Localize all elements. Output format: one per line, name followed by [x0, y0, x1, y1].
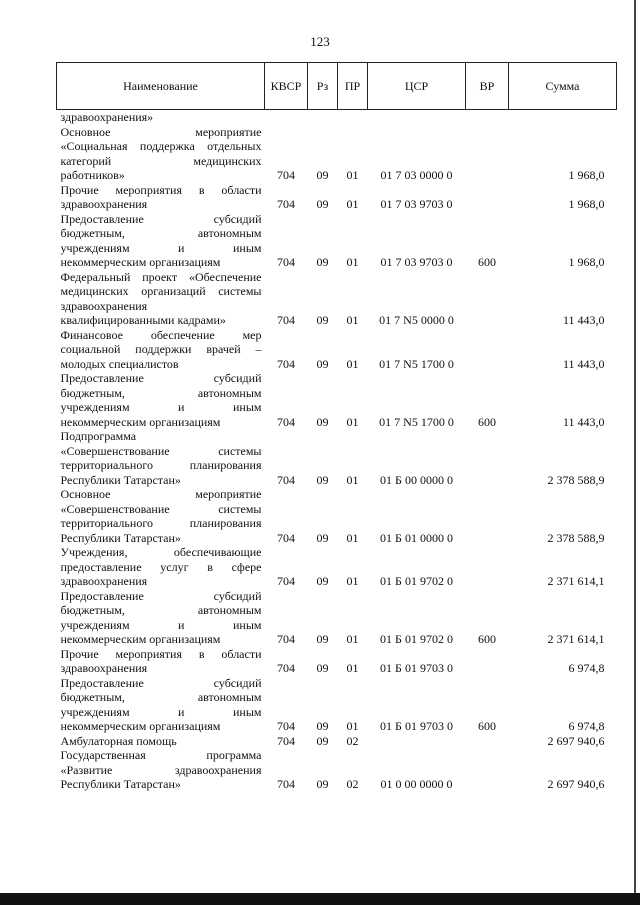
table-row: [57, 270, 617, 328]
row-name-line: некоммерческим организациям: [60, 632, 221, 646]
row-name-line: территориального планирования: [60, 458, 262, 472]
row-rz: 09: [316, 777, 329, 791]
row-vr: [466, 748, 509, 792]
row-name-line: предоставление услуг в сфере: [60, 559, 262, 574]
table-row: [57, 647, 617, 676]
row-name-line: Прочие мероприятия в области: [60, 182, 262, 197]
row-rz: 09: [316, 472, 329, 487]
row-name: [57, 676, 265, 734]
row-sum: 11 443,0: [562, 313, 605, 327]
table-body: [57, 110, 617, 792]
row-csr: 01 Б 00 0000 0: [380, 472, 453, 487]
row-csr: 01 Б 01 9703 0: [380, 661, 453, 675]
row-rz: 09: [316, 574, 329, 588]
row-vr: 600: [478, 719, 496, 733]
row-pr: [338, 110, 368, 125]
row-name-line: Учреждения, обеспечивающие: [60, 545, 262, 559]
row-kvsr: [265, 110, 308, 125]
row-name-line: категорий медицинских: [60, 153, 262, 168]
row-csr: 01 7 N5 1700 0: [379, 414, 454, 429]
row-pr: 01: [346, 255, 359, 269]
row-name-line: Финансовое обеспечение мер: [60, 327, 262, 342]
row-csr: [368, 110, 466, 125]
row-rz: 09: [316, 255, 329, 269]
row-csr: 01 7 N5 0000 0: [379, 313, 454, 327]
row-kvsr: 704: [277, 313, 295, 327]
row-kvsr: 704: [277, 574, 295, 588]
row-kvsr: 704: [277, 168, 295, 182]
row-rz: 09: [316, 414, 329, 429]
row-name-line: медицинских организаций системы: [60, 284, 262, 298]
row-name-line: Предоставление субсидий: [60, 211, 262, 226]
row-name: [57, 429, 265, 487]
header-vr: ВР: [466, 63, 509, 110]
row-name-line: Предоставление субсидий: [60, 371, 262, 385]
row-rz: [308, 110, 338, 125]
row-name-line: Республики Татарстан»: [60, 777, 181, 791]
row-rz: 09: [316, 719, 329, 733]
row-name-line: «Социальная поддержка отдельных: [60, 139, 262, 153]
header-pr: ПР: [338, 63, 368, 110]
row-name-line: Предоставление субсидий: [60, 588, 262, 603]
row-vr: [466, 734, 509, 749]
scan-edge-bottom: [0, 893, 640, 905]
row-name-line: Основное мероприятие: [60, 487, 262, 501]
row-kvsr: 704: [277, 255, 295, 269]
table-header-row: [57, 63, 617, 110]
table-row: [57, 125, 617, 183]
row-sum: 2 378 588,9: [547, 530, 605, 545]
row-vr: [466, 125, 509, 183]
row-rz: 09: [316, 632, 329, 646]
row-pr: 01: [346, 356, 359, 371]
row-sum: 11 443,0: [562, 414, 605, 429]
row-name-line: здравоохранения: [60, 197, 148, 211]
page-number: 123: [310, 34, 330, 49]
row-pr: 02: [346, 777, 359, 791]
row-name-line: «Совершенствование системы: [60, 501, 262, 516]
row-sum: 6 974,8: [568, 719, 605, 733]
row-name-line: здравоохранения: [60, 298, 148, 313]
row-vr: [466, 487, 509, 545]
row-sum: 2 371 614,1: [547, 632, 605, 646]
row-name-line: бюджетным, автономным: [60, 603, 262, 617]
row-csr: 01 Б 01 9702 0: [380, 632, 453, 646]
row-name: [57, 270, 265, 328]
row-pr: 01: [346, 313, 359, 327]
row-name-line: работников»: [60, 168, 125, 182]
header-kvsr: КВСР: [265, 63, 308, 110]
header-csr: ЦСР: [368, 63, 466, 110]
header-rz: Рз: [308, 63, 338, 110]
row-pr: 01: [346, 632, 359, 646]
row-pr: 02: [346, 733, 359, 748]
row-name-line: бюджетным, автономным: [60, 226, 262, 240]
row-name-line: учреждениям и иным: [60, 240, 262, 255]
row-csr: 01 0 00 0000 0: [380, 777, 453, 791]
row-kvsr: 704: [277, 530, 295, 545]
table-row: [57, 110, 617, 125]
scan-edge-right: [634, 0, 636, 905]
row-sum: [509, 110, 617, 125]
table-row: [57, 748, 617, 792]
row-name: [57, 487, 265, 545]
row-name-line: квалифицированными кадрами»: [60, 313, 226, 327]
row-rz: 09: [316, 530, 329, 545]
row-name-line: некоммерческим организациям: [60, 719, 221, 733]
row-kvsr: 704: [277, 472, 295, 487]
row-csr: 01 7 N5 1700 0: [379, 356, 454, 371]
row-name: [57, 125, 265, 183]
row-kvsr: 704: [277, 197, 295, 211]
row-rz: 09: [316, 197, 329, 211]
table-row: [57, 212, 617, 270]
row-rz: 09: [316, 356, 329, 371]
table-row: [57, 183, 617, 212]
row-name-line: бюджетным, автономным: [60, 385, 262, 400]
row-sum: 1 968,0: [568, 255, 605, 269]
row-rz: 09: [316, 733, 329, 748]
row-csr: 01 Б 01 9703 0: [380, 719, 453, 733]
row-name-line: Республики Татарстан»: [60, 472, 181, 487]
header-sum: Сумма: [509, 63, 617, 110]
table-row: [57, 487, 617, 545]
row-kvsr: 704: [277, 661, 295, 675]
row-name-line: бюджетным, автономным: [60, 690, 262, 704]
row-vr: 600: [478, 632, 496, 646]
table-row: [57, 734, 617, 749]
row-csr: 01 7 03 0000 0: [380, 168, 453, 182]
row-name-line: учреждениям и иным: [60, 704, 262, 719]
row-name: [57, 734, 265, 749]
row-name-line: «Развитие здравоохранения: [60, 762, 262, 777]
row-kvsr: 704: [277, 356, 295, 371]
row-name: [57, 110, 265, 125]
row-name-line: учреждениям и иным: [60, 617, 262, 632]
row-sum: 1 968,0: [568, 168, 605, 182]
row-pr: 01: [346, 472, 359, 487]
row-kvsr: 704: [277, 719, 295, 733]
row-rz: 09: [316, 168, 329, 182]
row-name: [57, 647, 265, 676]
header-name: Наименование: [57, 63, 265, 110]
table-row: [57, 589, 617, 647]
row-vr: [466, 429, 509, 487]
row-sum: 2 378 588,9: [547, 472, 605, 487]
row-vr: [466, 328, 509, 372]
row-sum: 2 371 614,1: [547, 574, 605, 588]
table-row: [57, 545, 617, 589]
row-sum: 2 697 940,6: [547, 733, 605, 748]
row-pr: 01: [346, 719, 359, 733]
row-csr: 01 7 03 9703 0: [380, 197, 453, 211]
row-pr: 01: [346, 661, 359, 675]
table-row: [57, 676, 617, 734]
row-kvsr: 704: [277, 733, 295, 748]
row-csr: 01 Б 01 9702 0: [380, 574, 453, 588]
row-sum: 2 697 940,6: [547, 777, 605, 791]
row-name: [57, 748, 265, 792]
row-name-line: социальной поддержки врачей –: [60, 342, 262, 356]
row-name-line: Прочие мероприятия в области: [60, 646, 262, 661]
row-name: [57, 371, 265, 429]
row-name-line: Основное мероприятие: [60, 124, 262, 139]
row-name-line: Государственная программа: [60, 748, 262, 762]
table-row: [57, 328, 617, 372]
row-vr: 600: [478, 255, 496, 269]
row-sum: 6 974,8: [568, 661, 605, 675]
row-csr: [368, 734, 466, 749]
row-name-line: некоммерческим организациям: [60, 255, 221, 269]
row-name: [57, 212, 265, 270]
row-name-line: Амбулаторная помощь: [60, 733, 177, 748]
row-name: [57, 328, 265, 372]
row-rz: 09: [316, 313, 329, 327]
row-name: [57, 183, 265, 212]
row-name: [57, 545, 265, 589]
row-name-line: «Совершенствование системы: [60, 443, 262, 458]
row-name-line: территориального планирования: [60, 516, 262, 530]
row-vr: [466, 647, 509, 676]
row-sum: 11 443,0: [562, 356, 605, 371]
table-row: [57, 371, 617, 429]
row-rz: 09: [316, 661, 329, 675]
row-name-line: здравоохранения»: [60, 110, 154, 124]
row-name: [57, 589, 265, 647]
row-name-line: некоммерческим организациям: [60, 414, 221, 429]
row-name-line: здравоохранения: [60, 661, 148, 675]
budget-table: [56, 62, 617, 792]
row-vr: 600: [478, 414, 496, 429]
row-kvsr: 704: [277, 777, 295, 791]
row-csr: 01 7 03 9703 0: [380, 255, 453, 269]
row-vr: [466, 545, 509, 589]
row-sum: 1 968,0: [568, 197, 605, 211]
row-pr: 01: [346, 168, 359, 182]
row-name-line: молодых специалистов: [60, 356, 179, 371]
row-kvsr: 704: [277, 414, 295, 429]
row-name-line: здравоохранения: [60, 574, 148, 588]
row-csr: 01 Б 01 0000 0: [380, 530, 453, 545]
row-name-line: Федеральный проект «Обеспечение: [60, 269, 262, 284]
row-name-line: Подпрограмма: [60, 429, 137, 443]
row-name-line: учреждениям и иным: [60, 400, 262, 414]
row-pr: 01: [346, 530, 359, 545]
row-pr: 01: [346, 414, 359, 429]
row-name-line: Предоставление субсидий: [60, 675, 262, 690]
row-pr: 01: [346, 574, 359, 588]
table-row: [57, 429, 617, 487]
row-pr: 01: [346, 197, 359, 211]
row-vr: [466, 270, 509, 328]
row-name-line: Республики Татарстан»: [60, 530, 181, 545]
row-vr: [466, 183, 509, 212]
row-vr: [466, 110, 509, 125]
row-kvsr: 704: [277, 632, 295, 646]
